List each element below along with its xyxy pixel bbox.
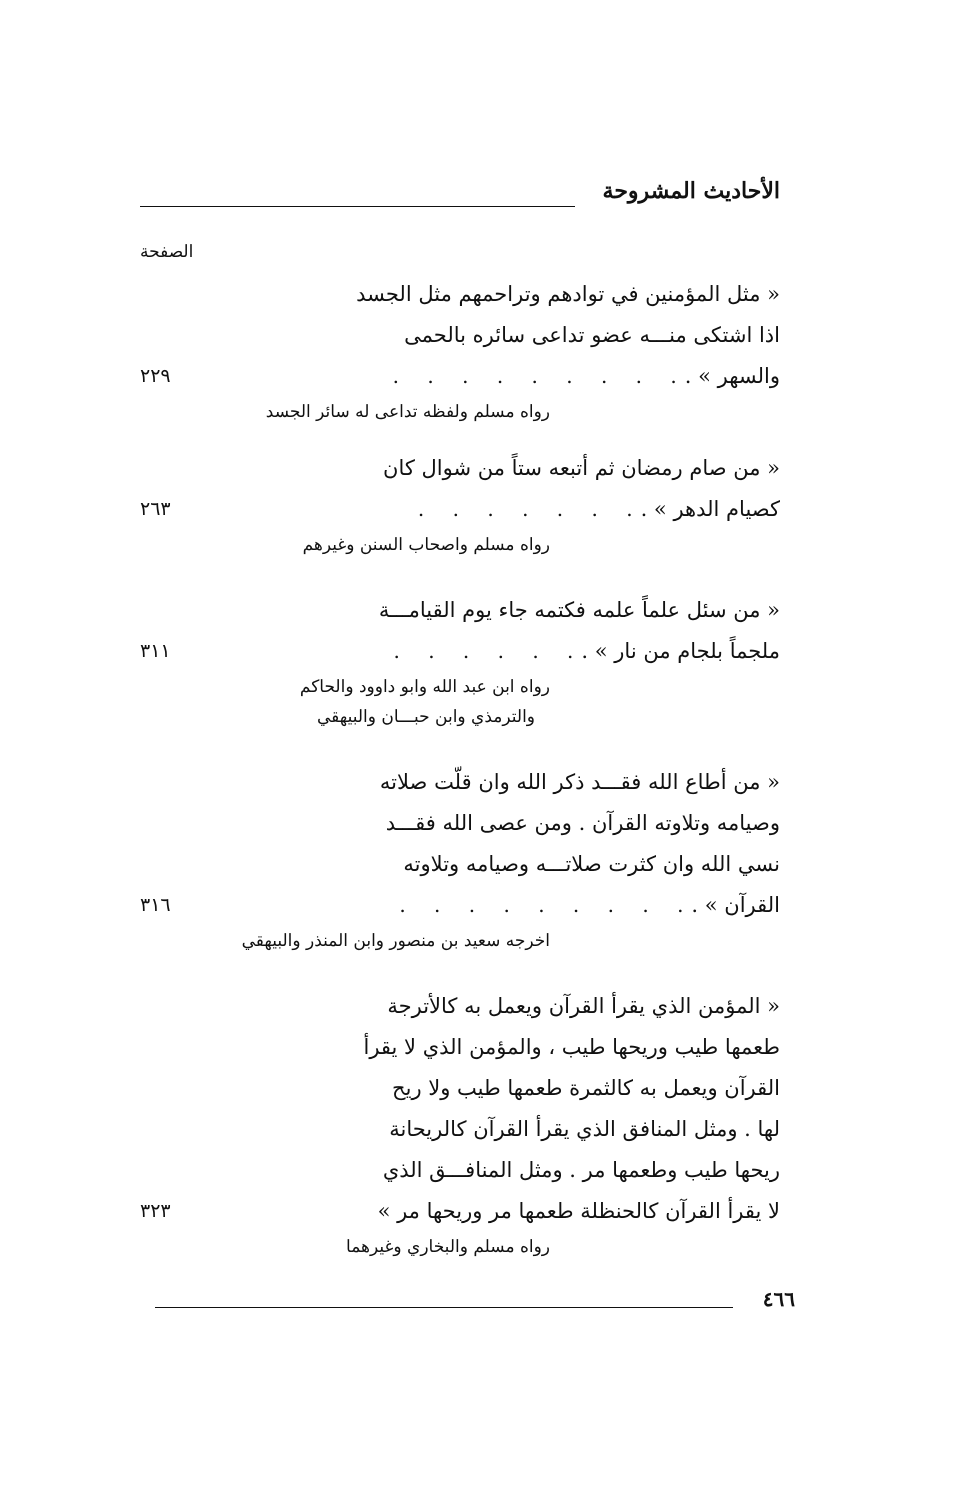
hadith-line: ريحها طيب وطعمها مر . ومثل المنافـــق الذي — [382, 1158, 780, 1182]
footer-rule — [155, 1307, 733, 1308]
hadith-line: ملجماً بلجام من نار » .. . . . . . — [140, 631, 780, 672]
hadith-source: اخرجه سعيد بن منصور وابن المنذر والبيهقي — [241, 931, 550, 951]
hadith-line: القرآن » .. . . . . . . . . — [140, 885, 780, 926]
page-number-ref: ٢٢٩ — [140, 365, 171, 387]
hadith-line: لا يقرأ القرآن كالحنظلة طعمها مر وريحها مر » — [377, 1199, 780, 1223]
page-header — [140, 178, 780, 218]
page-number-ref: ٢٦٣ — [140, 498, 171, 520]
leader-dots: . . . . . . . — [417, 497, 633, 521]
hadith-line: طعمها طيب وريحها طيب ، والمؤمن الذي لا يقرأ — [363, 1035, 780, 1059]
page-number-ref: ٣٢٣ — [140, 1200, 171, 1222]
hadith-line: والسهر » .. . . . . . . . . — [140, 356, 780, 397]
hadith-line: « من صام رمضان ثم أتبعه ستاً من شوال كان — [383, 456, 780, 480]
hadith-line: القرآن ويعمل به كالثمرة طعمها طيب ولا ريح — [392, 1076, 780, 1100]
header-rule — [140, 206, 575, 207]
hadith-line: « من أطاع الله فقـــد ذكر الله وان قلّت صلاته — [379, 770, 780, 794]
hadith-source: والترمذي وابن حبـــان والبيهقي — [317, 707, 535, 727]
page-footer — [155, 1287, 795, 1321]
hadith-line: اذا اشتكى منـــه عضو تداعى سائره بالحمى — [404, 323, 780, 347]
page-number-ref: ٣١٦ — [140, 894, 171, 916]
hadith-line: وصيامه وتلاوته القرآن . ومن عصى الله فقـــد — [385, 811, 780, 835]
hadith-line: « من سئل علماً علمه فكتمه جاء يوم القيامـــة — [378, 598, 780, 622]
hadith-entry — [140, 590, 780, 732]
header-title: الأحاديث المشروحة — [602, 178, 780, 204]
hadith-entry — [140, 274, 780, 427]
hadith-line: « مثل المؤمنين في توادهم وتراحمهم مثل الجسد — [356, 282, 780, 306]
hadith-line: نسي الله وان كثرت صلاتـــه وصيامه وتلاوته — [403, 852, 780, 876]
hadith-line: كصيام الدهر » .. . . . . . . — [140, 489, 780, 530]
hadith-entry — [140, 762, 780, 956]
hadith-line: « المؤمن الذي يقرأ القرآن ويعمل به كالأترجة — [387, 994, 780, 1018]
footer-page-number: ٤٦٦ — [762, 1287, 795, 1311]
hadith-source: رواه مسلم واصحاب السنن وغيرهم — [302, 535, 550, 555]
leader-dots: . . . . . . . . . — [392, 364, 677, 388]
hadith-line: لها . ومثل المنافق الذي يقرأ القرآن كالريحانة — [389, 1117, 780, 1141]
hadith-entry — [140, 986, 780, 1262]
leader-dots: . . . . . . — [393, 639, 574, 663]
page-number-ref: ٣١١ — [140, 640, 171, 662]
hadith-source: رواه مسلم والبخاري وغيرهما — [346, 1237, 550, 1257]
hadith-source: رواه مسلم ولفظه تداعى له سائر الجسد — [265, 402, 550, 422]
hadith-source: رواه ابن عبد الله وابو داوود والحاكم — [299, 677, 550, 697]
page-column-label: الصفحة — [140, 242, 194, 262]
hadith-entry — [140, 448, 780, 560]
leader-dots: . . . . . . . . . — [399, 893, 684, 917]
